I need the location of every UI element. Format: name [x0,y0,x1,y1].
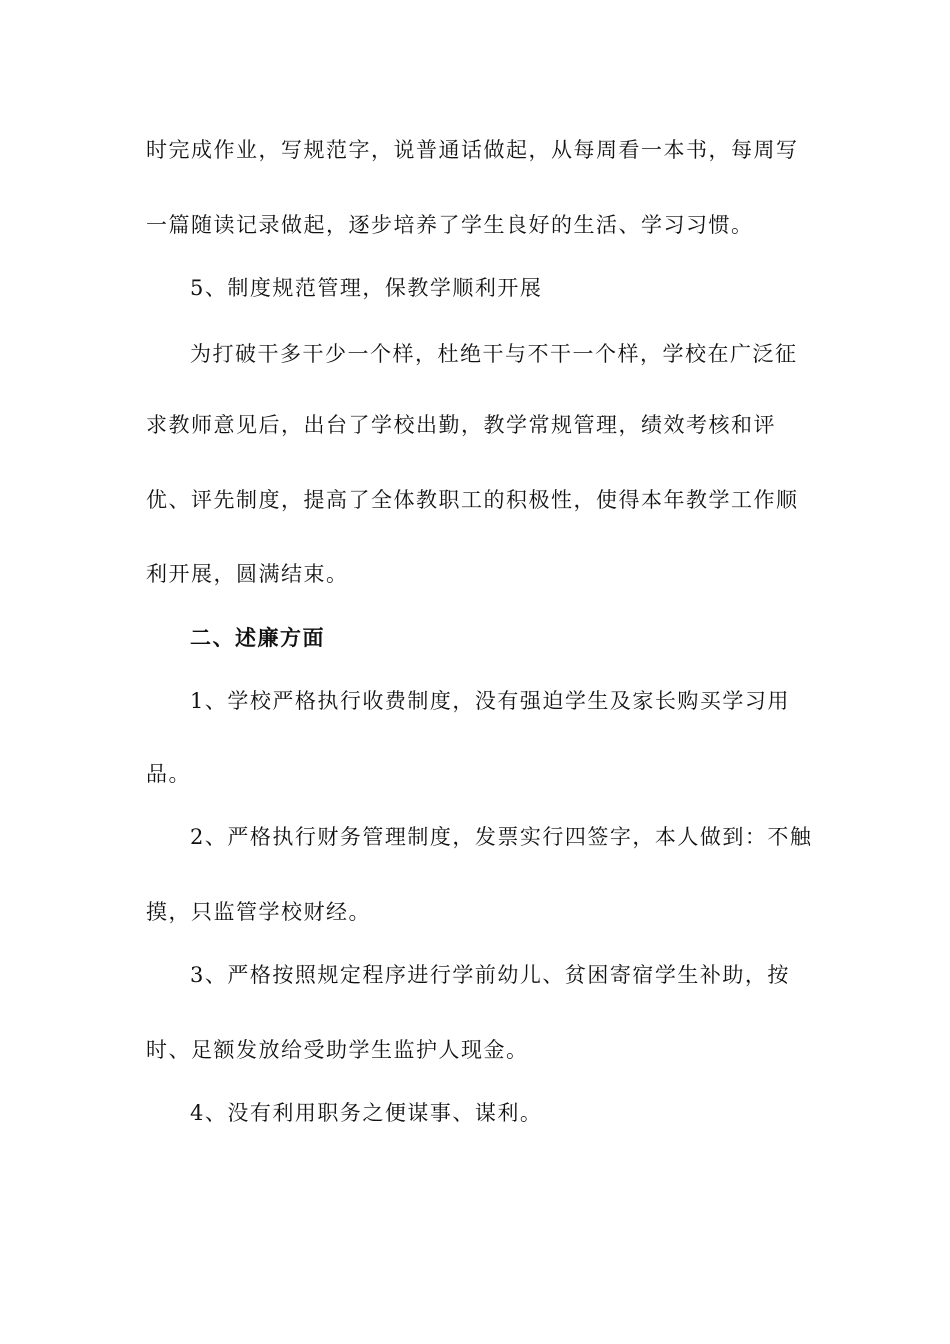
paragraph-line: 时、足额发放给受助学生监护人现金。 [146,1038,529,1062]
paragraph-line: 摸，只监管学校财经。 [146,900,371,924]
paragraph-line: 2、严格执行财务管理制度，发票实行四签字，本人做到：不触 [190,825,813,849]
paragraph-line: 为打破干多干少一个样，杜绝干与不干一个样，学校在广泛征 [190,342,798,366]
section-heading: 二、述廉方面 [190,625,325,650]
section-heading-5: 5、制度规范管理，保教学顺利开展 [190,276,543,300]
paragraph-line: 4、没有利用职务之便谋事、谋利。 [190,1101,543,1125]
paragraph-line: 品。 [146,762,191,786]
paragraph-line: 1、学校严格执行收费制度，没有强迫学生及家长购买学习用 [190,689,790,713]
paragraph-line: 3、严格按照规定程序进行学前幼儿、贫困寄宿学生补助，按 [190,963,790,987]
paragraph-line: 优、评先制度，提高了全体教职工的积极性，使得本年教学工作顺 [146,488,799,512]
paragraph-line: 求教师意见后，出台了学校出勤，教学常规管理，绩效考核和评 [146,413,776,437]
paragraph-line: 时完成作业，写规范字，说普通话做起，从每周看一本书，每周写 [146,138,799,162]
paragraph-line: 利开展，圆满结束。 [146,562,349,586]
paragraph-line: 一篇随读记录做起，逐步培养了学生良好的生活、学习习惯。 [146,213,754,237]
